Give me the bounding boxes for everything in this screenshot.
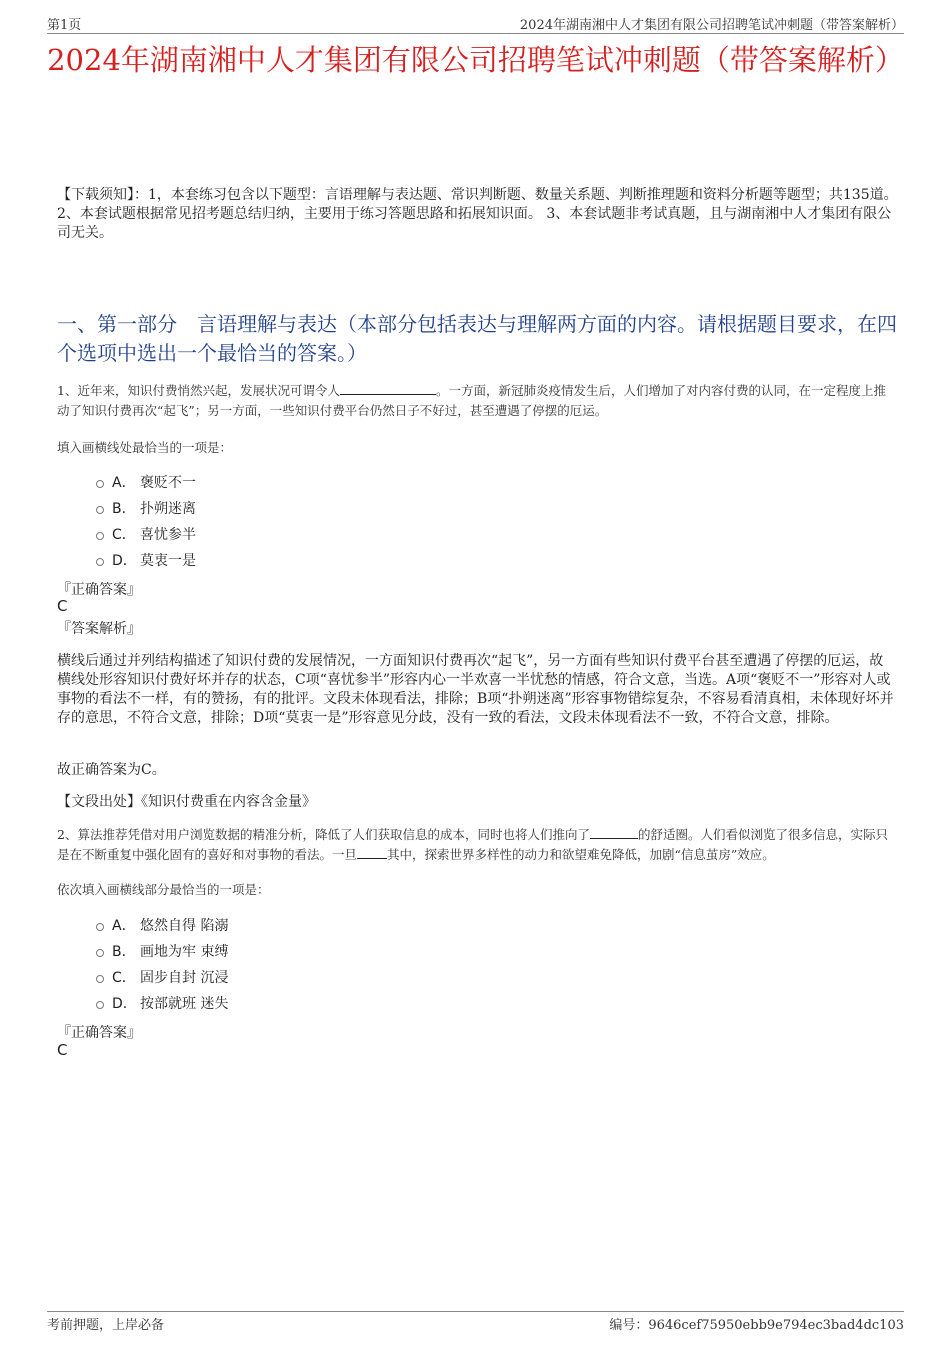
question-2-answer-label: 『正确答案』 [57,1025,141,1041]
question-2-option-c[interactable] [96,967,228,987]
radio-icon[interactable] [96,975,104,983]
footer-doc-id: 编号：9646cef75950ebb9e794ec3bad4dc103 [609,1318,904,1333]
question-1-answer: C [57,597,68,615]
option-text: 固步自封 沉浸 [140,970,229,986]
radio-icon[interactable] [96,1001,104,1009]
question-1-source: 【文段出处】《知识付费重在内容含金量》 [57,794,316,810]
footer-slogan: 考前押题，上岸必备 [47,1318,165,1333]
section-heading: 一、第一部分 言语理解与表达（本部分包括表达与理解两方面的内容。请根据题目要求，在四个选项中选出一个最恰当的答案。） [57,312,897,365]
question-1-stem [57,381,895,421]
radio-icon[interactable] [96,532,104,540]
question-2-stem-part-c: 其中，探索世界多样性的动力和欲望难免降低，加剧“信息茧房”效应。 [387,847,775,862]
footer-divider [47,1311,904,1312]
option-text: 画地为牢 束缚 [140,944,229,960]
question-2-option-d[interactable] [96,993,228,1013]
question-1-stem-part-a: 1、近年来，知识付费悄然兴起，发展状况可谓令人 [57,383,340,398]
option-letter: D． [112,553,137,569]
radio-icon[interactable] [96,949,104,957]
question-1-analysis: 横线后通过并列结构描述了知识付费的发展情况，一方面知识付费再次“起飞”，另一方面有些知识付费平台甚至遭遇了停摆的厄运，故横线处形容知识付费好坏并存的状态，C项“喜忧参半”形容内心一半欢喜一半忧愁的情感，符合文意，当选。A项“褒贬不一”形容对人或事物的看法不一样，有的赞扬，有的批评。文段未体现看法，排除；B项“扑朔迷离”形容事物错综复杂，不容易看清真相，未体现好坏并存的意思，不符合文意，排除；D项“莫衷一是”形容意见分歧，没有一致的看法，文段未体现看法不一致，不符合文意，排除。 [57,653,894,726]
question-2-option-a[interactable] [96,915,228,935]
question-1-option-c[interactable] [96,524,196,544]
question-1-conclusion: 故正确答案为C。 [57,762,166,778]
option-letter: D． [112,996,137,1012]
radio-icon[interactable] [96,506,104,514]
question-1-option-b[interactable] [96,498,196,518]
question-1-option-a[interactable] [96,472,196,492]
question-2-stem-part-b: 的舒适圈。人们看似浏览了很多信息，实际只是在不断重复中强化固有的喜好和对事物的看法。一旦 [57,827,888,862]
question-2-prompt: 依次填入画横线部分最恰当的一项是： [57,882,270,897]
option-text: 莫衷一是 [140,553,196,569]
option-text: 褒贬不一 [140,475,196,491]
option-text: 悠然自得 陷溺 [140,918,229,934]
header-doc-title: 2024年湖南湘中人才集团有限公司招聘笔试冲刺题（带答案解析） [519,18,904,33]
page-title: 2024年湖南湘中人才集团有限公司招聘笔试冲刺题（带答案解析） [47,43,904,77]
question-2-option-b[interactable] [96,941,228,961]
option-letter: A． [112,475,136,491]
question-1-prompt: 填入画横线处最恰当的一项是： [57,440,233,455]
question-1-blank [340,381,436,395]
page-number: 第1页 [47,18,82,33]
option-letter: B． [112,501,136,517]
question-2-stem-part-a: 2、算法推荐凭借对用户浏览数据的精准分析，降低了人们获取信息的成本，同时也将人们推向了 [57,827,590,842]
radio-icon[interactable] [96,480,104,488]
question-1-answer-label: 『正确答案』 [57,582,141,598]
question-2-answer: C [57,1041,68,1059]
question-2-blank-2 [357,845,387,859]
question-2-stem [57,825,895,865]
radio-icon[interactable] [96,558,104,566]
radio-icon[interactable] [96,923,104,931]
question-1-option-d[interactable] [96,550,196,570]
option-text: 按部就班 迷失 [140,996,229,1012]
option-letter: C． [112,527,136,543]
option-letter: A． [112,918,136,934]
option-letter: B． [112,944,136,960]
question-2-blank-1 [590,825,638,839]
option-text: 扑朔迷离 [140,501,196,517]
option-letter: C． [112,970,136,986]
question-1-stem-part-b: 。一方面，新冠肺炎疫情发生后，人们增加了对内容付费的认同，在一定程度上推动了知识付费再次“起飞”；另一方面，一些知识付费平台仍然日子不好过，甚至遭遇了停摆的厄运。 [57,383,886,418]
header-divider [47,33,904,34]
download-notice: 【下载须知】：1，本套练习包含以下题型：言语理解与表达题、常识判断题、数量关系题、判断推理题和资料分析题等题型；共135道。 2、本套试题根据常见招考题总结归纳，主要用于练习答题思路和拓展知识面。 3、本套试题非考试真题，且与湖南湘中人才集团有限公司无关。 [57,187,898,241]
question-1-analysis-label: 『答案解析』 [57,621,141,637]
option-text: 喜忧参半 [140,527,196,543]
